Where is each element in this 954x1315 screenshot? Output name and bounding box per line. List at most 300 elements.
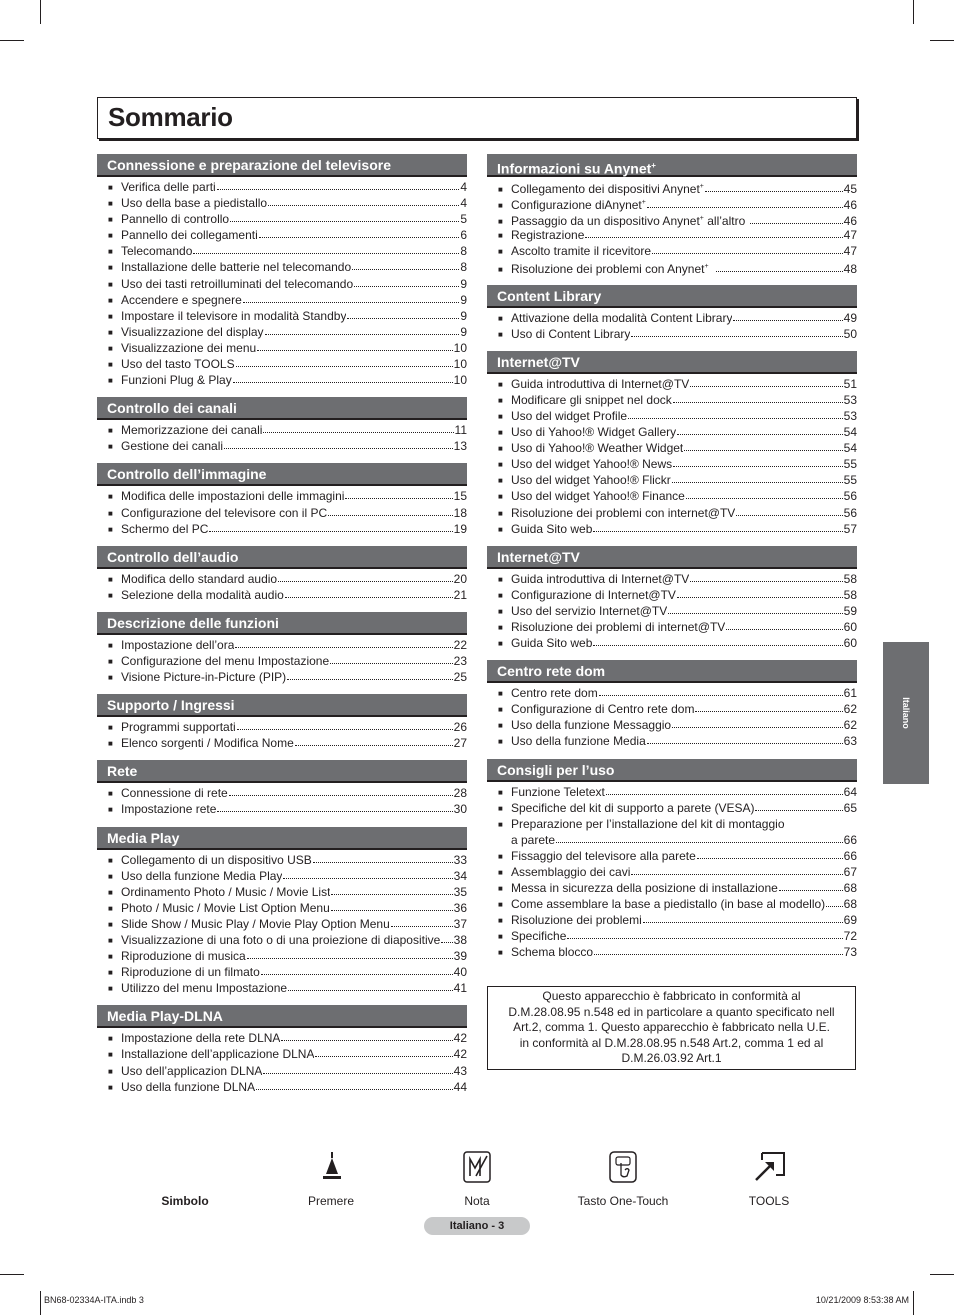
entry-title-text: Accendere e spegnere — [121, 292, 242, 307]
entry-title-text: Guida Sito web — [511, 521, 593, 536]
bullet-icon: ■ — [108, 739, 113, 749]
toc-entry[interactable] — [97, 637, 467, 653]
toc-entry[interactable] — [97, 948, 467, 964]
heading-superscript: + — [651, 161, 656, 170]
page-title: Sommario — [108, 102, 233, 132]
toc-entry[interactable] — [97, 719, 467, 735]
toc-entry[interactable] — [487, 195, 857, 211]
entry-page-number: 4 — [460, 180, 467, 194]
leader-dots — [287, 670, 452, 680]
bullet-icon: ■ — [498, 379, 503, 389]
entry-page-number: 61 — [843, 686, 857, 701]
toc-entry[interactable] — [487, 896, 857, 912]
bullet-icon: ■ — [498, 508, 503, 518]
bullet-icon: ■ — [108, 952, 113, 962]
entry-page-number: 48 — [843, 262, 857, 277]
entry-title-text: Risoluzione dei problemi con Anynet — [511, 262, 705, 277]
toc-entry[interactable] — [97, 932, 467, 948]
toc-entry[interactable] — [487, 259, 857, 275]
toc-entry[interactable] — [487, 243, 857, 259]
toc-entry[interactable] — [487, 179, 857, 195]
entry-title — [121, 653, 329, 669]
toc-entry-continuation[interactable] — [487, 832, 857, 848]
toc-section — [487, 154, 857, 276]
toc-entry[interactable] — [487, 376, 857, 392]
entry-title-text: Uso della funzione Messaggio — [511, 718, 672, 733]
toc-entry[interactable] — [487, 227, 857, 243]
bullet-icon: ■ — [498, 721, 503, 731]
leader-dots — [567, 929, 842, 939]
leader-dots — [288, 981, 453, 991]
bullet-icon: ■ — [498, 231, 503, 241]
toc-entry[interactable] — [97, 884, 467, 900]
toc-entry[interactable] — [487, 944, 857, 960]
leader-dots — [585, 228, 842, 238]
bullet-icon: ■ — [498, 606, 503, 616]
toc-entry[interactable] — [97, 356, 467, 372]
entry-title-text: Guida introduttiva di Internet@TV — [511, 571, 690, 586]
entry-title-text: Fissaggio del televisore alla parete — [511, 848, 696, 863]
entry-page-number: 18 — [453, 505, 467, 520]
entry-title-text: Collegamento dei dispositivi Anynet — [511, 182, 700, 196]
notice-line: D.M.28.08.95 n.548 ed in particolare a quanto specificato nell — [508, 1004, 835, 1019]
leader-dots — [643, 913, 843, 923]
entry-title-text: Uso del tasto TOOLS — [121, 357, 235, 372]
toc-entry[interactable] — [97, 916, 467, 932]
toc-section — [97, 760, 467, 817]
entry-title — [121, 868, 282, 884]
toc-entry[interactable] — [487, 880, 857, 896]
toc-entry[interactable] — [487, 587, 857, 603]
leader-dots — [391, 917, 453, 927]
entry-page-number: 11 — [454, 423, 467, 438]
entry-page-number: 43 — [453, 1063, 467, 1078]
footer-file-info: BN68-02334A-ITA.indb 3 — [44, 1295, 144, 1305]
toc-entry[interactable] — [487, 392, 857, 408]
entry-title-text: Riproduzione di un filmato — [121, 965, 260, 980]
entry-page-number: 62 — [843, 702, 857, 717]
entry-page-number: 20 — [453, 571, 467, 586]
toc-entry[interactable] — [97, 653, 467, 669]
entry-title-text: Configurazione di Internet@TV — [511, 587, 676, 602]
entry-page-number: 51 — [843, 376, 857, 391]
entry-page-number: 53 — [843, 408, 857, 423]
bullet-icon: ■ — [108, 247, 113, 257]
bullet-icon: ■ — [498, 395, 503, 405]
section-heading — [97, 463, 467, 486]
entry-title-text: Configurazione del menu Impostazione — [121, 653, 330, 668]
bullet-icon: ■ — [498, 428, 503, 438]
entry-title-text: Impostazione rete — [121, 802, 217, 817]
bullet-icon: ■ — [498, 689, 503, 699]
entry-page-number: 27 — [453, 736, 467, 751]
toc-entry[interactable] — [97, 422, 467, 438]
entry-title-text: Preparazione per l’installazione del kit di montaggio — [511, 816, 785, 831]
toc-entry[interactable] — [97, 340, 467, 356]
entry-page-number: 47 — [843, 228, 857, 243]
toc-entry[interactable] — [97, 587, 467, 603]
entry-page-number: 38 — [453, 933, 467, 947]
toc-entry[interactable] — [97, 276, 467, 292]
section-heading-text: Centro rete dom — [497, 663, 606, 680]
section-heading-text: Internet@TV — [497, 548, 580, 565]
toc-entry[interactable] — [97, 438, 467, 454]
toc-entry[interactable] — [97, 259, 467, 275]
bullet-icon: ■ — [108, 360, 113, 370]
entry-title-text: Schema blocco — [511, 945, 594, 960]
entry-title — [511, 227, 584, 243]
toc-entry-list — [97, 850, 467, 997]
entry-title — [121, 195, 267, 211]
entry-page-number: 6 — [460, 228, 467, 243]
toc-section — [487, 285, 857, 342]
notice-line: Art.2, comma 1. Questo apparecchio è fabbricato nella U.E. — [513, 1020, 830, 1034]
toc-entry[interactable] — [487, 505, 857, 521]
entry-title-text: Installazione delle batterie nel telecomando — [121, 260, 352, 275]
entry-title-text: Visione Picture-in-Picture (PIP) — [121, 670, 287, 685]
toc-entry[interactable] — [487, 800, 857, 816]
bullet-icon: ■ — [498, 313, 503, 323]
entry-page-number: 13 — [453, 439, 467, 454]
toc-entry[interactable] — [97, 801, 467, 817]
toc-entry[interactable] — [97, 505, 467, 521]
leader-dots — [217, 180, 460, 190]
leader-dots — [672, 718, 843, 728]
entry-page-number: 55 — [843, 457, 857, 472]
footer-timestamp: 10/21/2009 8:53:38 AM — [815, 1295, 909, 1305]
toc-entry[interactable] — [487, 701, 857, 717]
toc-entry[interactable] — [97, 227, 467, 243]
tools-icon — [752, 1150, 786, 1184]
crop-mark — [0, 40, 24, 41]
entry-title-text: Uso dell’applicazion DLNA — [121, 1063, 263, 1078]
toc-entry[interactable] — [97, 1046, 467, 1062]
entry-title — [121, 372, 232, 388]
bullet-icon: ■ — [108, 887, 113, 897]
toc-entry[interactable] — [487, 816, 857, 832]
toc-section — [487, 660, 857, 749]
entry-title-text: Schermo del PC — [121, 521, 209, 536]
bullet-icon: ■ — [108, 279, 113, 289]
entry-title-text: Uso della funzione Media Play — [121, 868, 283, 883]
leader-dots — [345, 489, 452, 499]
leader-dots — [209, 522, 452, 532]
toc-section — [97, 1005, 467, 1094]
entry-title-suffix — [709, 262, 716, 276]
entry-title-text: Modifica dello standard audio — [121, 571, 278, 586]
toc-entry[interactable] — [97, 211, 467, 227]
entry-superscript: + — [641, 199, 646, 207]
leader-dots — [331, 901, 453, 911]
entry-title-text: Telecomando — [121, 244, 193, 259]
leader-dots — [247, 949, 453, 959]
entry-page-number: 46 — [843, 214, 857, 229]
entry-title — [511, 408, 627, 424]
bullet-icon: ■ — [498, 900, 503, 910]
crop-mark — [0, 1274, 24, 1275]
toc-entry[interactable] — [97, 292, 467, 308]
entry-title — [511, 587, 676, 603]
bullet-icon: ■ — [498, 574, 503, 584]
toc-entry[interactable] — [97, 735, 467, 751]
entry-page-number: 46 — [843, 198, 857, 213]
page-number: Italiano - 3 — [424, 1217, 530, 1235]
entry-title-text: Visualizzazione dei menu — [121, 340, 257, 355]
entry-page-number: 64 — [843, 784, 857, 799]
toc-entry[interactable] — [487, 733, 857, 749]
entry-title-text: Photo / Music / Movie List Option Menu — [121, 900, 330, 915]
entry-page-number: 45 — [843, 182, 857, 196]
toc-entry[interactable] — [487, 864, 857, 880]
entry-page-number: 47 — [843, 244, 857, 259]
leader-dots — [315, 1047, 452, 1057]
entry-title — [511, 816, 785, 832]
entry-title-text: Uso di Yahoo!® Weather Widget — [511, 441, 684, 456]
toc-entry[interactable] — [97, 195, 467, 211]
entry-title — [121, 521, 208, 537]
toc-entry[interactable] — [487, 488, 857, 504]
toc-entry-list — [97, 1028, 467, 1094]
language-label: Italiano — [901, 697, 911, 729]
entry-title — [121, 669, 286, 685]
entry-title-text: Centro rete dom — [511, 686, 598, 701]
entry-title-text: Modifica delle impostazioni delle immagini — [121, 489, 345, 504]
entry-title — [511, 259, 715, 277]
bullet-icon: ■ — [108, 903, 113, 913]
toc-entry[interactable] — [487, 424, 857, 440]
leader-dots — [593, 636, 842, 646]
entry-title — [511, 619, 725, 635]
toc-entry-list — [97, 783, 467, 817]
bullet-icon: ■ — [498, 851, 503, 861]
entry-title — [121, 259, 351, 275]
legend-press-label: Premere — [307, 1194, 354, 1208]
toc-entry[interactable] — [97, 571, 467, 587]
legend-symbol-label: Simbolo — [161, 1194, 209, 1208]
entry-title — [121, 505, 327, 521]
toc-section — [97, 154, 467, 388]
entry-title-text: Messa in sicurezza della posizione di installazione — [511, 881, 778, 896]
leader-dots — [285, 588, 453, 598]
toc-entry[interactable] — [97, 669, 467, 685]
toc-entry[interactable] — [97, 324, 467, 340]
entry-title-text: Attivazione della modalità Content Library — [511, 310, 733, 325]
toc-entry[interactable] — [487, 848, 857, 864]
entry-title — [121, 964, 260, 980]
toc-entry[interactable] — [487, 603, 857, 619]
bullet-icon: ■ — [108, 640, 113, 650]
entry-page-number: 22 — [453, 637, 467, 652]
bullet-icon: ■ — [108, 231, 113, 241]
toc-right-column — [487, 154, 857, 970]
entry-page-number: 15 — [453, 489, 467, 504]
leader-dots — [686, 489, 843, 499]
entry-page-number: 9 — [460, 308, 467, 323]
section-heading — [487, 759, 857, 782]
toc-entry-list — [487, 569, 857, 651]
entry-page-number: 10 — [453, 340, 467, 355]
bullet-icon: ■ — [498, 639, 503, 649]
entry-title — [511, 505, 735, 521]
entry-title-text: Impostazione dell’ora — [121, 637, 235, 652]
toc-entry-list — [487, 374, 857, 537]
toc-entry[interactable] — [487, 784, 857, 800]
toc-entry[interactable] — [487, 635, 857, 651]
leader-dots — [295, 736, 453, 746]
bullet-icon: ■ — [108, 590, 113, 600]
entry-superscript: + — [704, 263, 709, 271]
section-heading-text: Content Library — [497, 287, 602, 304]
toc-entry[interactable] — [97, 488, 467, 504]
entry-page-number: 34 — [453, 868, 467, 883]
toc-entry[interactable] — [487, 685, 857, 701]
entry-title — [121, 356, 235, 372]
leader-dots — [236, 357, 453, 367]
leader-dots — [257, 341, 452, 351]
entry-title — [511, 912, 642, 928]
entry-title-text: Ordinamento Photo / Music / Movie List — [121, 884, 331, 899]
entry-title — [511, 701, 694, 717]
section-heading — [487, 351, 857, 374]
entry-title — [121, 587, 284, 603]
bullet-icon: ■ — [108, 311, 113, 321]
entry-title-text: Specifiche — [511, 929, 567, 944]
toc-entry[interactable] — [97, 980, 467, 996]
bullet-icon: ■ — [498, 948, 503, 958]
bullet-icon: ■ — [108, 376, 113, 386]
entry-title-text: Uso della funzione Media — [511, 734, 646, 749]
entry-title-text: Uso di Yahoo!® Widget Gallery — [511, 425, 677, 440]
toc-entry[interactable] — [97, 964, 467, 980]
toc-entry-list — [487, 683, 857, 749]
entry-page-number: 50 — [843, 326, 857, 341]
bullet-icon: ■ — [108, 1082, 113, 1092]
bullet-icon: ■ — [108, 723, 113, 733]
entry-title — [121, 980, 287, 996]
entry-page-number: 58 — [843, 571, 857, 586]
bullet-icon: ■ — [108, 183, 113, 192]
toc-entry[interactable] — [487, 912, 857, 928]
toc-entry[interactable] — [97, 243, 467, 259]
bullet-icon: ■ — [108, 442, 113, 452]
bullet-icon: ■ — [498, 868, 503, 877]
entry-page-number: 73 — [843, 945, 857, 960]
entry-title — [511, 376, 689, 392]
entry-title — [511, 392, 672, 408]
entry-page-number: 21 — [453, 587, 467, 602]
section-heading-text: Connessione e preparazione del televisore — [107, 157, 391, 173]
toc-entry[interactable] — [487, 928, 857, 944]
leader-dots — [259, 228, 460, 238]
section-heading-text: Controllo dei canali — [107, 400, 237, 417]
entry-page-number: 42 — [453, 1031, 467, 1046]
toc-entry[interactable] — [97, 308, 467, 324]
section-heading — [97, 827, 467, 850]
leader-dots — [826, 897, 842, 907]
entry-title-text: Configurazione di Centro rete dom — [511, 702, 695, 717]
entry-page-number: 55 — [843, 473, 857, 488]
leader-dots — [263, 1064, 452, 1074]
entry-title — [511, 326, 630, 342]
section-heading-text: Rete — [107, 763, 138, 780]
toc-entry[interactable] — [97, 852, 467, 868]
toc-entry[interactable] — [487, 440, 857, 456]
entry-page-number: 36 — [453, 900, 467, 915]
toc-entry-list — [97, 569, 467, 603]
toc-entry[interactable] — [487, 521, 857, 537]
entry-title-text: Memorizzazione dei canali — [121, 423, 263, 438]
crop-mark — [930, 1274, 954, 1275]
bullet-icon: ■ — [108, 1034, 113, 1044]
toc-entry[interactable] — [487, 717, 857, 733]
bullet-icon: ■ — [108, 673, 113, 683]
toc-entry[interactable] — [97, 1063, 467, 1079]
toc-entry[interactable] — [487, 211, 857, 227]
entry-title-text: Risoluzione dei problemi di internet@TV — [511, 619, 726, 634]
toc-entry[interactable] — [487, 310, 857, 326]
bullet-icon: ■ — [108, 508, 113, 518]
bullet-icon: ■ — [498, 803, 503, 813]
toc-entry[interactable] — [487, 571, 857, 587]
entry-title-text: Connessione di rete — [121, 786, 228, 801]
bullet-icon: ■ — [498, 932, 503, 942]
toc-entry[interactable] — [97, 785, 467, 801]
entry-title — [121, 785, 228, 801]
toc-entry[interactable] — [487, 456, 857, 472]
toc-entry[interactable] — [97, 1079, 467, 1095]
entry-title-text: Visualizzazione di una foto o di una proiezione di diapositive — [121, 933, 441, 947]
leader-dots — [281, 1031, 452, 1041]
bullet-icon: ■ — [108, 789, 113, 799]
entry-title-text: Modificare gli snippet nel dock — [511, 392, 672, 407]
toc-entry[interactable] — [97, 179, 467, 195]
section-heading-text: Consigli per l’uso — [497, 761, 615, 778]
toc-entry[interactable] — [487, 326, 857, 342]
toc-entry[interactable] — [487, 408, 857, 424]
leader-dots — [313, 853, 453, 863]
section-heading — [97, 694, 467, 717]
toc-entry[interactable] — [97, 372, 467, 388]
entry-title-text: Impostazione della rete DLNA — [121, 1031, 281, 1046]
entry-title — [121, 1046, 314, 1062]
entry-title — [121, 900, 330, 916]
entry-title-text: Come assemblare la base a piedistallo (in base al modello) — [511, 897, 826, 912]
bullet-icon: ■ — [108, 919, 113, 929]
entry-title-text: Visualizzazione del display — [121, 324, 264, 339]
toc-entry[interactable] — [97, 1030, 467, 1046]
entry-title-text: Ascolto tramite il ricevitore — [511, 244, 652, 259]
toc-entry[interactable] — [487, 472, 857, 488]
entry-title-text: Guida introduttiva di Internet@TV — [511, 376, 690, 391]
leader-dots — [217, 802, 452, 812]
entry-page-number: 54 — [843, 425, 857, 440]
toc-entry[interactable] — [97, 521, 467, 537]
leader-dots — [328, 506, 453, 516]
toc-entry[interactable] — [97, 868, 467, 884]
toc-section — [97, 694, 467, 751]
entry-title-text: Risoluzione dei problemi — [511, 913, 642, 928]
bullet-icon: ■ — [108, 343, 113, 353]
toc-section — [97, 612, 467, 685]
toc-entry[interactable] — [97, 900, 467, 916]
entry-page-number: 37 — [453, 916, 467, 931]
section-heading — [97, 612, 467, 635]
bullet-icon: ■ — [108, 426, 113, 436]
leader-dots — [755, 801, 842, 811]
leader-dots — [243, 293, 460, 303]
entry-title — [121, 1079, 255, 1095]
toc-entry[interactable] — [487, 619, 857, 635]
